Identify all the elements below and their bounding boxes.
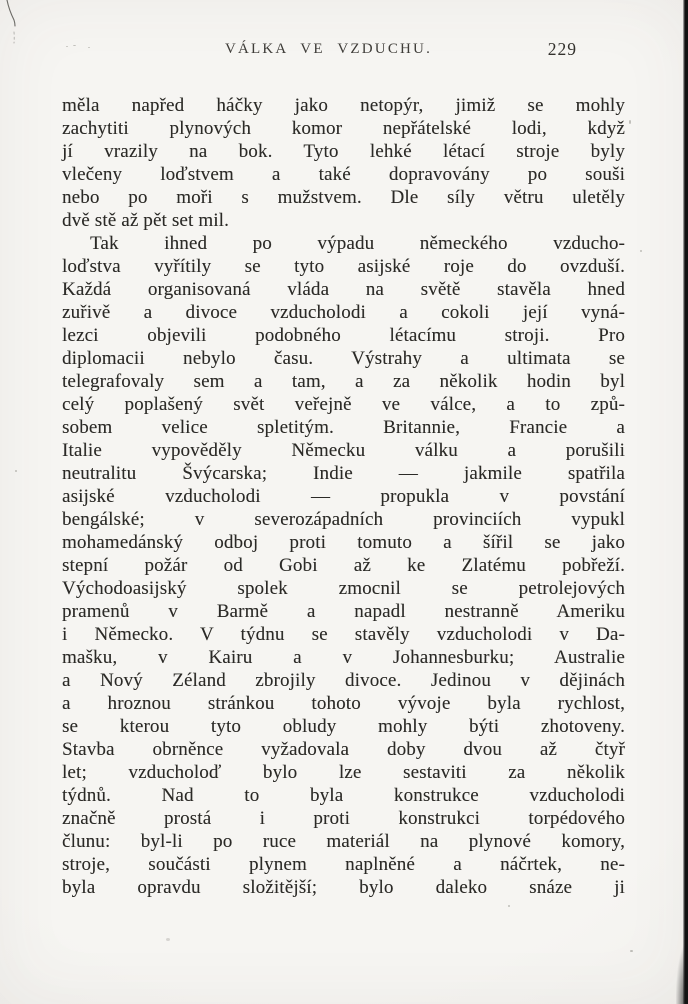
paragraph <box>62 94 625 232</box>
text-line: asijské vzducholodi — propukla v povstání <box>62 486 625 507</box>
text-line: měla napřed háčky jako netopýr, jimiž se mohly <box>62 95 625 116</box>
pen-mark <box>0 0 40 60</box>
text-line: Stavba obrněnce vyžadovala doby dvou až čtyř <box>62 739 625 760</box>
paragraph <box>62 232 625 899</box>
scan-edge-corner <box>676 944 688 1004</box>
scan-speck <box>640 250 642 252</box>
text-line: zuřivě a divoce vzducholodi a cokoli její vyná- <box>62 302 625 323</box>
text-line: let; vzducholoď bylo lze sestaviti za několik <box>62 762 625 783</box>
scan-speck <box>508 905 510 907</box>
text-line: mašku, v Kairu a v Johannesburku; Australie <box>62 647 625 668</box>
text-line: zachytiti plynových komor nepřátelské lodi, když <box>62 118 625 139</box>
text-line: člunu: byl-li po ruce materiál na plynové komory, <box>62 831 625 852</box>
text-line: Východoasijský spolek zmocnil se petrolejových <box>62 578 625 599</box>
scan-edge-right <box>683 0 688 1004</box>
text-line: a hroznou stránkou tohoto vývoje byla rychlost, <box>62 693 625 714</box>
text-line: byla opravdu složitější; bylo daleko snáze ji <box>62 877 625 898</box>
text-line: sobem velice spletitým. Britannie, Francie a <box>62 417 625 438</box>
page-number: 229 <box>547 39 577 59</box>
text-line: stroje, součásti plynem naplněné a náčrtek, ne- <box>62 854 625 875</box>
text-line: vlečeny loďstvem a také dopravovány po souši <box>62 164 625 185</box>
text-line: značně prostá i proti konstrukci torpédového <box>62 808 625 829</box>
text-line: diplomacii nebylo času. Výstrahy a ultimata se <box>62 348 625 369</box>
text-line: týdnů. Nad to byla konstrukce vzducholodi <box>62 785 625 806</box>
text-line: i Německo. V týdnu se stavěly vzducholodi v Da- <box>62 624 625 645</box>
text-line: bengálské; v severozápadních provinciích vypukl <box>62 509 625 530</box>
text-line: lezci objevili podobného létacímu stroji. Pro <box>62 325 625 346</box>
text-line: Italie vypověděly Německu válku a porušili <box>62 440 625 461</box>
running-title: VÁLKA VE VZDUCHU. <box>224 41 433 57</box>
text-line: mohamedánský odboj proti tomuto a šířil se jako <box>62 532 625 553</box>
text-line: nebo po moři s mužstvem. Dle síly větru uletěly <box>62 187 625 208</box>
text-line: jí vrazily na bok. Tyto lehké létací stroje byly <box>62 141 625 162</box>
text-line: Každá organisovaná vláda na světě stavěla hned <box>62 279 625 300</box>
text-line: stepní požár od Gobi až ke Zlatému pobřeží. <box>62 555 625 576</box>
text-line: loďstva vyřítily se tyto asijské roje do ovzduší. <box>62 256 625 277</box>
text-line: celý poplašený svět veřejně ve válce, a to způ- <box>62 394 625 415</box>
text-line: neutralitu Švýcarska; Indie — jakmile spatřila <box>62 463 625 484</box>
text-line: telegrafovaly sem a tam, a za několik hodin byl <box>62 371 625 392</box>
text-line: dvě stě až pět set mil. <box>62 210 230 231</box>
text-block <box>62 94 625 899</box>
scan-speck <box>629 120 631 124</box>
text-line: Tak ihned po výpadu německého vzducho- <box>90 233 625 254</box>
scan-speck <box>630 950 633 952</box>
text-line: se kterou tyto obludy mohly býti zhotoveny. <box>62 716 625 737</box>
text-line: a Nový Zéland zbrojily divoce. Jedinou v dějinách <box>62 670 625 691</box>
text-line: pramenů v Barmě a napadl nestranně Ameriku <box>62 601 625 622</box>
scan-speck <box>166 938 170 941</box>
scan-speck <box>15 470 17 472</box>
page-header <box>62 41 625 63</box>
